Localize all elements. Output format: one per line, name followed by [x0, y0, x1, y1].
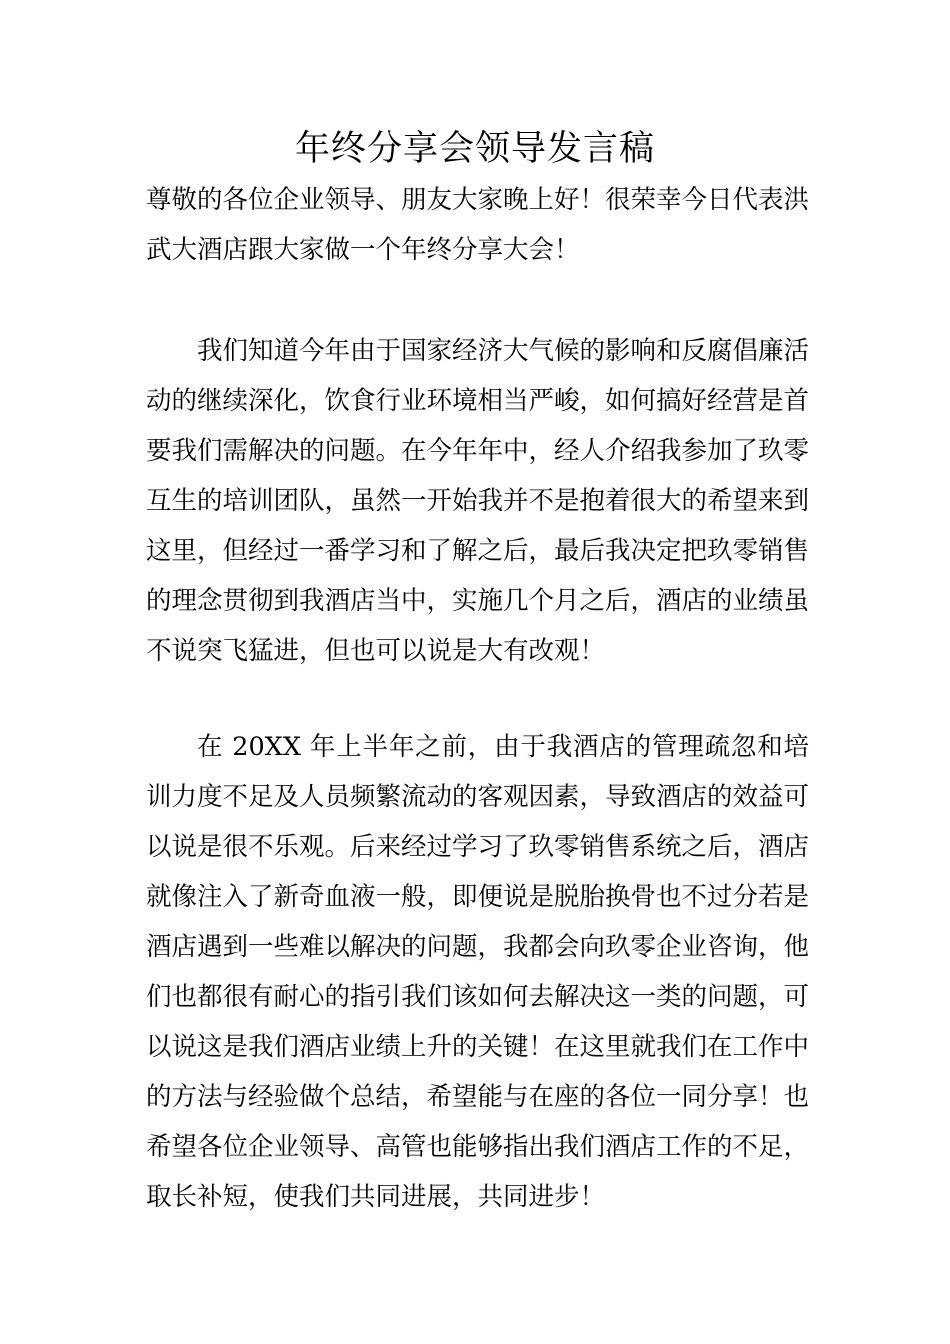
paragraph-greeting: 尊敬的各位企业领导、朋友大家晚上好！很荣幸今日代表洪武大酒店跟大家做一个年终分享大会！: [146, 185, 810, 265]
paragraph-background: 我们知道今年由于国家经济大气候的影响和反腐倡廉活动的继续深化，饮食行业环境相当严峻，如何搞好经营是首要我们需解决的问题。在今年年中，经人介绍我参加了玖零互生的培训团队，虽然一开始我并不是抱着很大的希望来到这里，但经过一番学习和了解之后，最后我决定把玖零销售的理念贯彻到我酒店当中，实施几个月之后，酒店的业绩虽不说突飞猛进，但也可以说是大有改观！: [146, 336, 810, 666]
document-title: 年终分享会领导发言稿: [294, 129, 655, 169]
paragraph-summary: 在 20XX 年上半年之前，由于我酒店的管理疏忽和培训力度不足及人员频繁流动的客观因素，导致酒店的效益可以说是很不乐观。后来经过学习了玖零销售系统之后，酒店就像注入了新奇血液一般，即便说是脱胎换骨也不过分若是酒店遇到一些难以解决的问题，我都会向玖零企业咨询，他们也都很有耐心的指引我们该如何去解决这一类的问题，可以说这是我们酒店业绩上升的关键！在这里就我们在工作中的方法与经验做个总结，希望能与在座的各位一同分享！也希望各位企业领导、高管也能够指出我们酒店工作的不足，取长补短，使我们共同进展，共同进步！: [146, 732, 810, 1212]
